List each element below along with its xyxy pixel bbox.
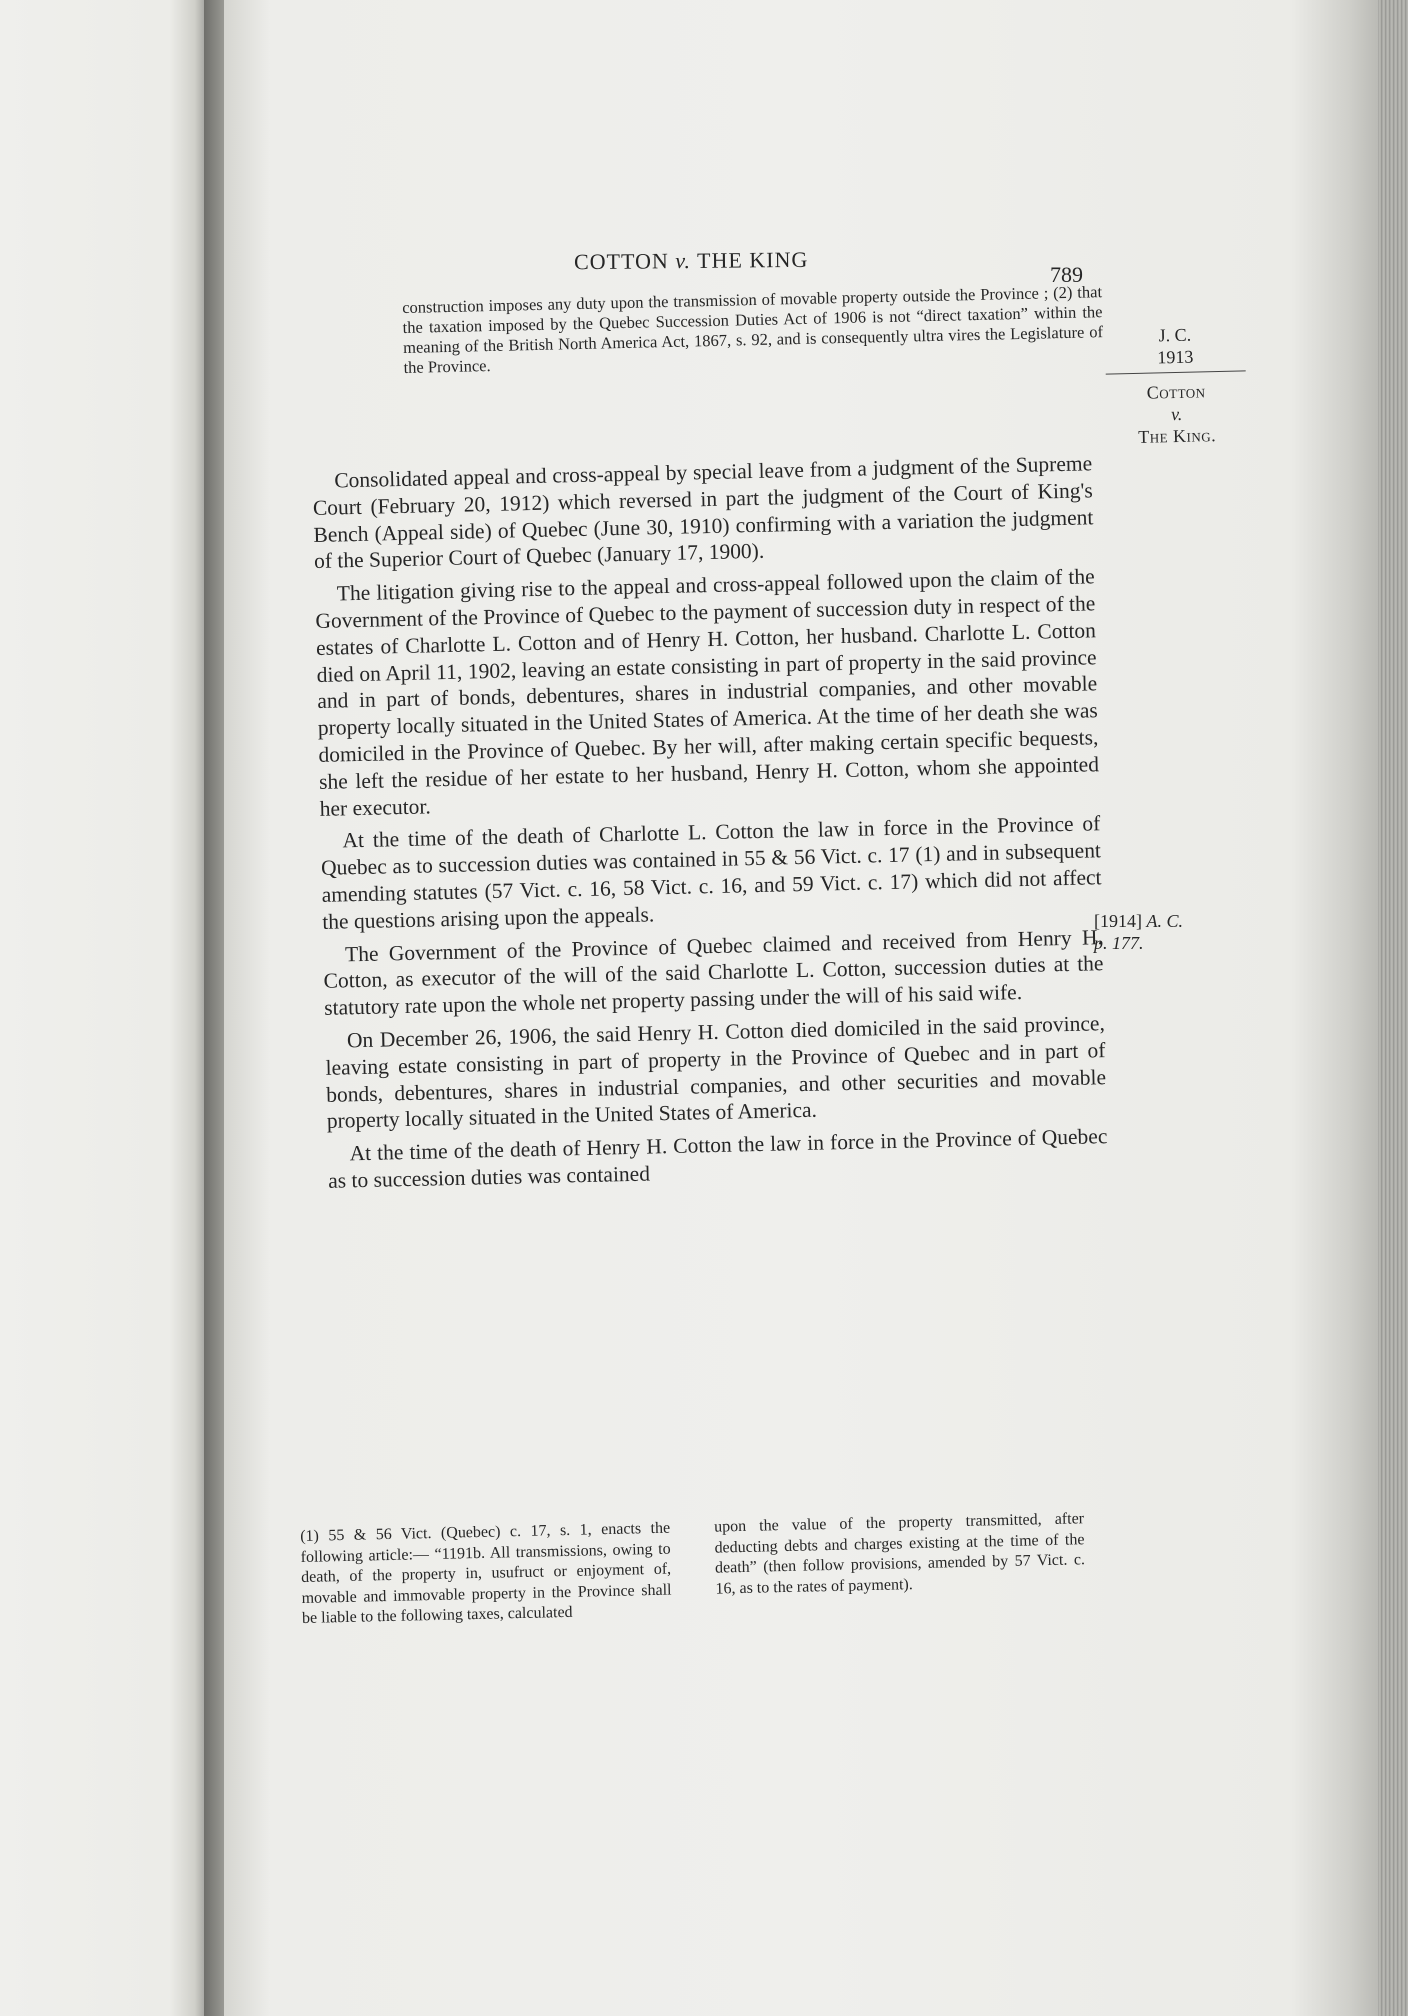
body-text <box>312 450 1108 1200</box>
running-head-title-2: THE KING <box>696 246 809 273</box>
margin-court: J. C. <box>1158 324 1192 346</box>
citation-year: [1914] <box>1094 911 1142 931</box>
running-head-title-1: COTTON <box>573 248 669 275</box>
paragraph: Consolidated appeal and cross-appeal by special leave from a judgment of the Supreme Court (February 20, 1912) which reversed in part the judgment of the Court of King's Bench (Appeal side) of Quebec (June 30, 1910) confirming with a variation the judgment of the Superior Court of Quebec (January 17, 1900). <box>312 451 1094 574</box>
page-number: 789 <box>1050 262 1083 287</box>
paragraph: The litigation giving rise to the appeal and cross-appeal followed upon the claim of the Government of the Province of Quebec to the payment of succession duty in respect of the estates of Charlotte L. Cotton and of Henry H. Cotton, her husband. Charlotte L. Cotton died on April 11, 1902, leaving an estate consisting in part of property in the said province and in part of bonds, debentures, shares in industrial companies, and other movable property locally situated in the United States of America. At the time of her death she was domiciled in the Province of Quebec. By her will, after making certain specific bequests, she left the residue of her estate to her husband, Henry H. Cotton, whom she appointed her executor. <box>315 564 1100 821</box>
footnote-column-1: (1) 55 & 56 Vict. (Quebec) c. 17, s. 1, enacts the following article:— “1191b. All transmissions, owing to death, of the property in, usufruct or enjoyment of, movable and immovable property in the Province shall be liable to the following taxes, calculated <box>300 1519 672 1627</box>
running-head <box>574 247 809 275</box>
paragraph: The Government of the Province of Quebec claimed and received from Henry H. Cotton, as executor of the will of the said Charlotte L. Cotton, succession duties at the statutory rate upon the whole net property passing under the will of his said wife. <box>323 924 1104 1020</box>
margin-case-v: v. <box>1170 403 1183 425</box>
margin-year: 1913 <box>1157 346 1194 368</box>
margin-case-line-2: The King. <box>1137 425 1217 447</box>
margin-citation <box>1094 910 1183 954</box>
page-edge <box>1378 0 1408 2016</box>
footnotes <box>300 1509 1086 1629</box>
paragraph: On December 26, 1906, the said Henry H. Cotton died domiciled in the said province, leaving estate consisting in part of property in the Province of Quebec and in part of bonds, debentures, shares in industrial companies, and other securities and movable property locally situated in the United States of America. <box>325 1011 1107 1134</box>
headnote: construction imposes any duty upon the transmission of movable property outside the Province ; (2) that the taxation imposed by the Quebec Succession Duties Act of 1906 is not “direct taxation” within the meaning of the British North America Act, 1867, s. 92, and is consequently ultra vires the Legislature of the Province. <box>402 282 1104 377</box>
margin-note <box>1105 322 1248 448</box>
citation-reporter: A. C. <box>1146 911 1184 931</box>
paragraph: At the time of the death of Charlotte L. Cotton the law in force in the Province of Quebec as to succession duties was contained in 55 & 56 Vict. c. 17 (1) and in subsequent amending statutes (57 Vict. c. 16, 58 Vict. c. 16, and 59 Vict. c. 17) which did not affect the questions arising upon the appeals. <box>320 811 1102 934</box>
citation-page: p. 177. <box>1094 933 1144 953</box>
paragraph: At the time of the death of Henry H. Cotton the law in force in the Province of Quebec as to succession duties was contained <box>327 1124 1108 1193</box>
running-head-v: v. <box>675 248 692 274</box>
margin-case-line-1: Cotton <box>1146 381 1206 403</box>
footnote-column-2: upon the value of the property transmitted, after deducting debts and charges existing at the time of the death” (then follow provisions, amended by 57 Vict. c. 16, as to the rates of payment). <box>713 1510 1086 1598</box>
left-page <box>0 0 212 2016</box>
margin-rule <box>1106 370 1246 374</box>
